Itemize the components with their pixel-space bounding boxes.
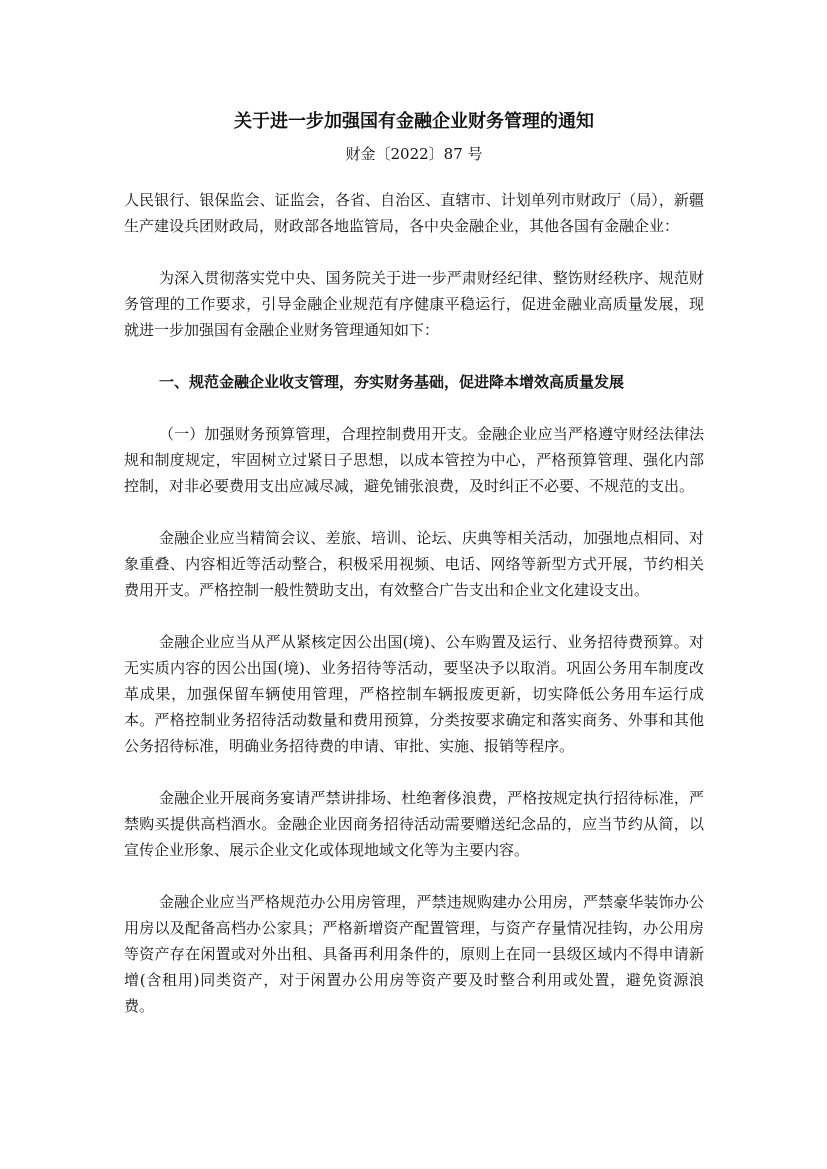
spacer: [124, 759, 827, 785]
body-paragraph: 金融企业应当精简会议、差旅、培训、论坛、庆典等相关活动，加强地点相同、对象重叠、内容相近等活动整合，积极采用视频、电话、网络等新型方式开展，节约相关费用开支。严格控制一般性赞助支出，有效整合广告支出和企业文化建设支出。: [124, 529, 704, 599]
body-paragraph: 金融企业开展商务宴请严禁讲排场、杜绝奢侈浪费，严格按规定执行招待标准，严禁购买提供高档酒水。金融企业因商务招待活动需要赠送纪念品的，应当节约从简，以宣传企业形象、展示企业文化或体现地域文化等为主要内容。: [124, 789, 704, 859]
body-paragraph: 金融企业应当严格规范办公用房管理，严禁违规购建办公用房，严禁豪华装饰办公用房以及配备高档办公家具；严格新增资产配置管理，与资产存量情况挂钩，办公用房等资产存在闲置或对外出租、具备再利用条件的，原则上在同一县级区域内不得申请新增(含租用)同类资产，对于闲置办公用房等资产要及时整合利用或处置，避免资源浪费。: [124, 893, 704, 1015]
spacer: [124, 863, 827, 889]
document-number: 财金〔2022〕87 号: [345, 145, 483, 163]
spacer: [124, 603, 827, 629]
section-heading: 一、规范金融企业收支管理，夯实财务基础，促进降本增效高质量发展: [159, 373, 625, 391]
body-paragraph: （一）加强财务预算管理，合理控制费用开支。金融企业应当严格遵守财经法律法规和制度规定，牢固树立过紧日子思想，以成本管控为中心，严格预算管理、强化内部控制，对非必要费用支出应减尽减，避免铺张浪费，及时纠正不必要、不规范的支出。: [124, 425, 704, 495]
spacer: [124, 343, 827, 369]
spacer: [124, 499, 827, 525]
spacer: [124, 395, 827, 421]
body-paragraph: 金融企业应当从严从紧核定因公出国(境)、公车购置及运行、业务招待费预算。对无实质内容的因公出国(境)、业务招待等活动，要坚决予以取消。巩固公务用车制度改革成果，加强保留车辆使用管理，严格控制车辆报废更新，切实降低公务用车运行成本。严格控制业务招待活动数量和费用预算，分类按要求确定和落实商务、外事和其他公务招待标准，明确业务招待费的申请、审批、实施、报销等程序。: [124, 633, 704, 755]
addressee-paragraph: 人民银行、银保监会、证监会，各省、自治区、直辖市、计划单列市财政厅（局），新疆生产建设兵团财政局，财政部各地监管局，各中央金融企业，其他各国有金融企业：: [124, 191, 704, 235]
intro-paragraph: 为深入贯彻落实党中央、国务院关于进一步严肃财经纪律、整饬财经秩序、规范财务管理的工作要求，引导金融企业规范有序健康平稳运行，促进金融业高质量发展，现就进一步加强国有金融企业财务管理通知如下：: [124, 269, 704, 339]
spacer: [124, 239, 827, 265]
document-title: 关于进一步加强国有金融企业财务管理的通知: [234, 111, 594, 132]
